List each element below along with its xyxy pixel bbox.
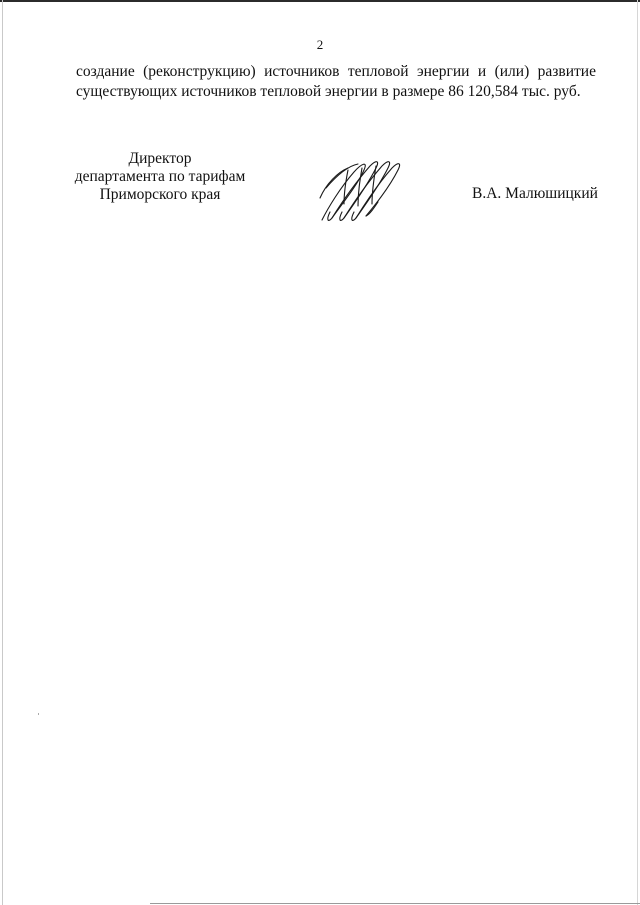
signer-position-line-1: Директор: [128, 150, 192, 167]
scan-edge-right: [637, 0, 638, 905]
handwritten-signature: [318, 158, 406, 224]
signer-position-line-3: Приморского края: [99, 186, 221, 203]
body-line-2: существующих источников тепловой энергии в размере 86 120,584 тыс. руб.: [76, 83, 581, 100]
page-number: 2: [316, 37, 324, 52]
body-line-1: создание (реконструкцию) источников тепловой энергии и (или) развитие: [76, 63, 596, 80]
signer-position-line-2: департамента по тарифам: [74, 168, 246, 185]
signer-position: [60, 150, 260, 204]
signer-name: В.А. Малюшицкий: [472, 185, 598, 202]
scan-speck: [38, 713, 39, 715]
scan-edge-bottom: [150, 903, 640, 904]
scan-edge-left: [2, 0, 3, 905]
scan-edge-top: [0, 0, 640, 2]
body-paragraph: [76, 62, 596, 102]
